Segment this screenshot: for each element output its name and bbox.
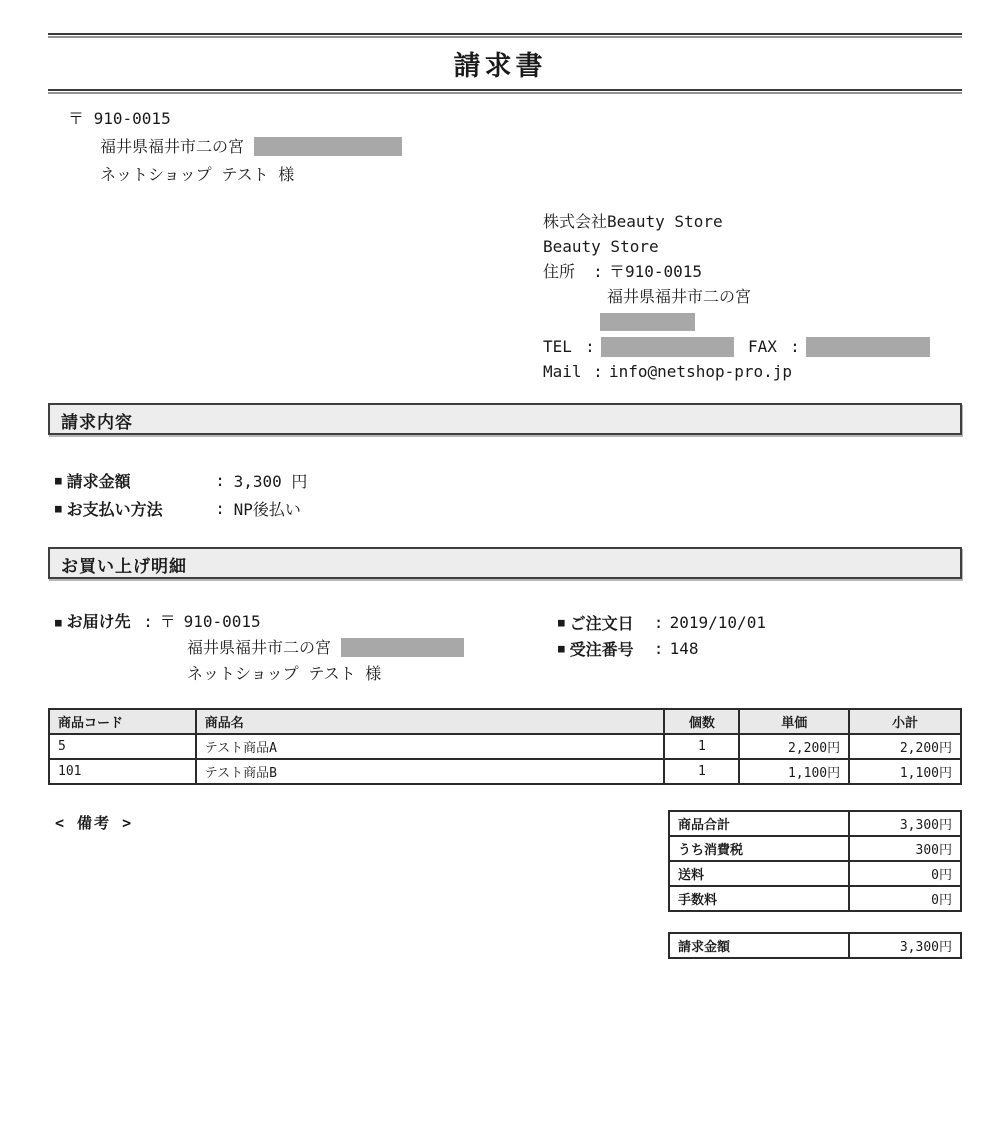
colon: : xyxy=(593,262,603,281)
order-date-value: 2019/10/01 xyxy=(669,612,766,632)
item-unit-price: 2,200円 xyxy=(739,734,849,759)
shipping-block xyxy=(55,609,464,687)
fax-redaction xyxy=(806,337,930,357)
summary-row xyxy=(669,811,961,836)
square-bullet-icon: ■ xyxy=(558,615,565,629)
order-number-label: 受注番号 xyxy=(569,639,634,659)
mail-label: Mail xyxy=(543,362,582,381)
shipping-label: お届け先 xyxy=(66,612,131,631)
tel-label: TEL xyxy=(543,337,572,356)
order-date-row xyxy=(558,609,766,635)
billing-payment-row xyxy=(55,494,307,522)
total-row xyxy=(669,933,961,958)
recipient-address-line xyxy=(68,133,402,161)
company-address-row xyxy=(543,259,930,284)
order-number-row xyxy=(558,635,766,661)
order-number-value: 148 xyxy=(669,638,699,658)
item-code: 101 xyxy=(49,759,196,784)
summary-value: 300円 xyxy=(849,836,961,861)
shipping-name: ネットショップ テスト 様 xyxy=(187,664,382,683)
square-bullet-icon: ■ xyxy=(55,473,62,487)
item-name: テスト商品B xyxy=(196,759,665,784)
summary-row xyxy=(669,836,961,861)
column-header-quantity: 個数 xyxy=(664,709,739,734)
total-table xyxy=(668,932,962,959)
item-quantity: 1 xyxy=(664,734,739,759)
table-row xyxy=(49,759,961,784)
total-value: 3,300円 xyxy=(849,933,961,958)
items-table xyxy=(48,708,962,785)
tel-redaction xyxy=(601,337,734,357)
item-subtotal: 2,200円 xyxy=(849,734,961,759)
company-corporate-name: 株式会社Beauty Store xyxy=(543,212,723,231)
summary-row xyxy=(669,886,961,911)
shipping-row xyxy=(55,609,464,635)
colon: : xyxy=(653,612,664,632)
summary-label: 商品合計 xyxy=(669,811,849,836)
payment-method-label: お支払い方法 xyxy=(66,499,163,519)
column-header-product-code: 商品コード xyxy=(49,709,196,734)
item-name: テスト商品A xyxy=(196,734,665,759)
item-unit-price: 1,100円 xyxy=(739,759,849,784)
summary-label: 送料 xyxy=(669,861,849,886)
title-rule-bottom xyxy=(48,89,962,94)
title-rule-top xyxy=(48,33,962,38)
colon: : xyxy=(653,638,664,658)
item-subtotal: 1,100円 xyxy=(849,759,961,784)
company-address-label: 住所 xyxy=(543,262,576,281)
company-address-redaction-row xyxy=(543,309,930,334)
colon: : xyxy=(215,470,225,490)
column-header-subtotal: 小計 xyxy=(849,709,961,734)
section-header-details: お買い上げ明細 xyxy=(48,547,962,579)
shipping-postal-mark: 〒 xyxy=(159,612,176,631)
company-address-line: 福井県福井市二の宮 xyxy=(607,287,752,306)
section-header-billing: 請求内容 xyxy=(48,403,962,435)
summary-table xyxy=(668,810,962,912)
page-title: 請求書 xyxy=(453,51,547,82)
colon: : xyxy=(790,337,800,356)
summary-label: 手数料 xyxy=(669,886,849,911)
payment-method-value: NP後払い xyxy=(233,499,301,519)
summary-value: 0円 xyxy=(849,861,961,886)
shipping-postal-code: 910-0015 xyxy=(183,612,261,631)
summary-value: 0円 xyxy=(849,886,961,911)
shipping-address-line xyxy=(55,635,464,661)
summary-label: うち消費税 xyxy=(669,836,849,861)
company-block xyxy=(543,209,930,384)
billing-amount-value: 3,300 円 xyxy=(233,471,308,491)
column-header-product-name: 商品名 xyxy=(196,709,665,734)
shipping-address: 福井県福井市二の宮 xyxy=(187,638,332,657)
remarks-label: < 備考 > xyxy=(55,814,134,832)
recipient-block xyxy=(68,105,402,189)
items-table-header-row xyxy=(49,709,961,734)
total-label: 請求金額 xyxy=(669,933,849,958)
company-tel-fax-row xyxy=(543,334,930,359)
summary-value: 3,300円 xyxy=(849,811,961,836)
item-code: 5 xyxy=(49,734,196,759)
company-address-redaction xyxy=(600,313,695,331)
shipping-address-redaction xyxy=(341,638,464,657)
recipient-address: 福井県福井市二の宮 xyxy=(100,137,245,156)
colon: : xyxy=(215,498,225,518)
column-header-unit-price: 単価 xyxy=(739,709,849,734)
summary-row xyxy=(669,861,961,886)
table-row xyxy=(49,734,961,759)
billing-amount-label: 請求金額 xyxy=(66,471,131,491)
square-bullet-icon: ■ xyxy=(55,615,62,629)
recipient-postal: 〒 910-0015 xyxy=(68,109,171,128)
colon: : xyxy=(593,362,603,381)
company-address-postal: 〒910-0015 xyxy=(609,262,703,281)
order-date-label: ご注文日 xyxy=(569,613,634,633)
billing-items xyxy=(55,466,307,522)
billing-amount-row xyxy=(55,466,307,494)
recipient-name: ネットショップ テスト 様 xyxy=(100,165,295,184)
item-quantity: 1 xyxy=(664,759,739,784)
square-bullet-icon: ■ xyxy=(558,641,565,655)
company-store-name: Beauty Store xyxy=(543,237,659,256)
fax-label: FAX xyxy=(748,337,777,356)
order-info-block xyxy=(558,609,766,661)
colon: : xyxy=(143,612,153,631)
recipient-address-redaction xyxy=(254,137,402,156)
company-mail-row xyxy=(543,359,930,384)
colon: : xyxy=(585,337,595,356)
mail-value: info@netshop-pro.jp xyxy=(609,362,793,381)
square-bullet-icon: ■ xyxy=(55,501,62,515)
